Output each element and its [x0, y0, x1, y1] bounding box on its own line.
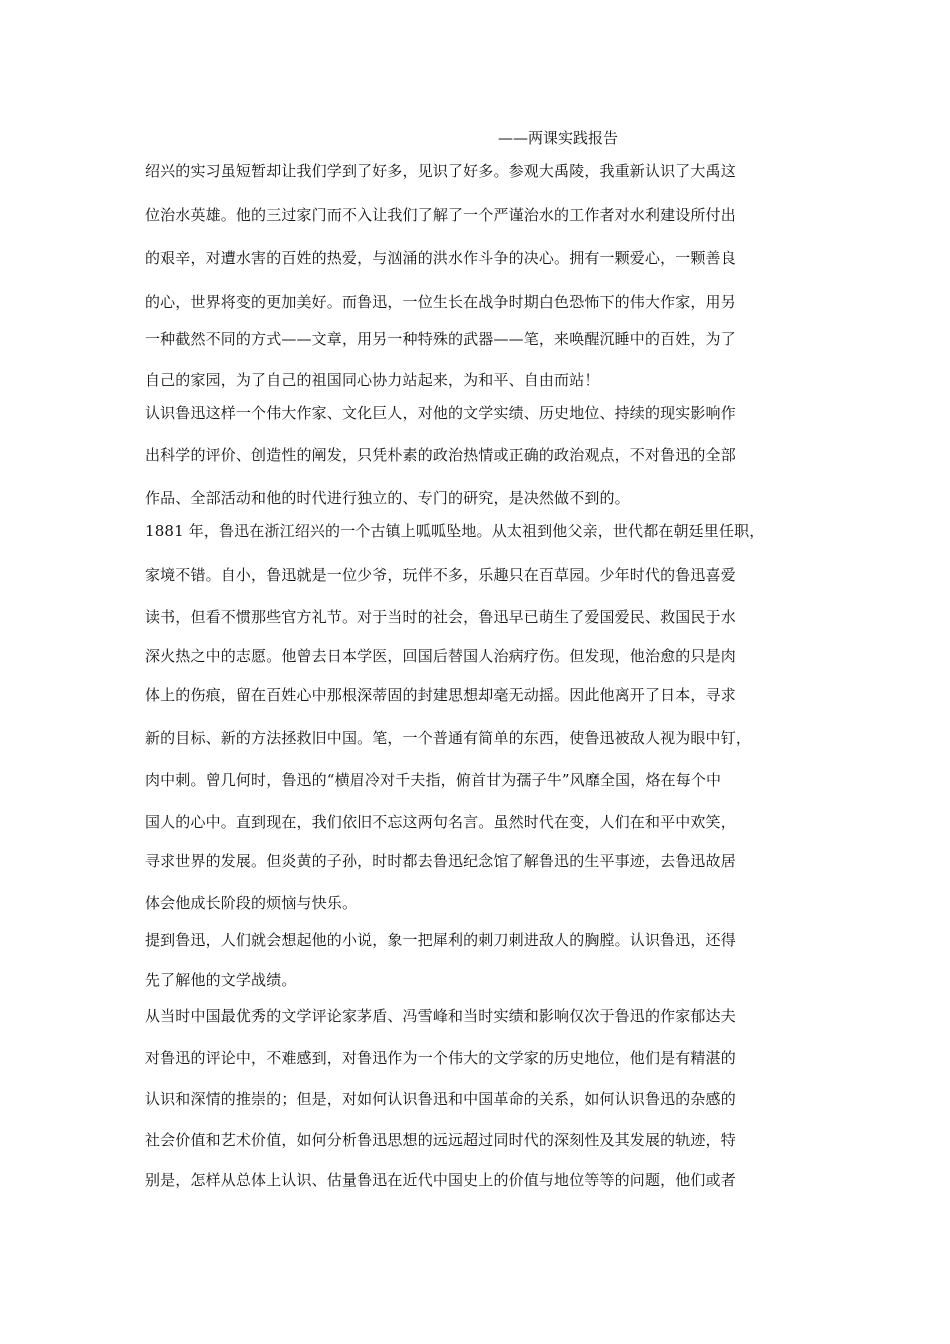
text-line: 国人的心中。直到现在，我们依旧不忘这两句名言。虽然时代在变，人们在和平中欢笑，: [145, 813, 736, 831]
text-line: 绍兴的实习虽短暂却让我们学到了好多，见识了好多。参观大禹陵，我重新认识了大禹这: [145, 162, 736, 180]
text-line: 1881 年，鲁迅在浙江绍兴的一个古镇上呱呱坠地。从太祖到他父亲，世代都在朝廷里任职，: [145, 522, 765, 540]
text-line: 新的目标、新的方法拯救旧中国。笔，一个普通有简单的东西，使鲁迅被敌人视为眼中钉，: [145, 729, 752, 747]
text-line: 出科学的评价、创造性的阐发，只凭朴素的政治热情或正确的政治观点，不对鲁迅的全部: [145, 446, 736, 464]
text-line: 认识鲁迅这样一个伟大作家、文化巨人，对他的文学实绩、历史地位、持续的现实影响作: [145, 404, 736, 422]
text-line: 自己的家园，为了自己的祖国同心协力站起来，为和平、自由而站！: [145, 371, 600, 389]
text-line: 一种截然不同的方式——文章，用另一种特殊的武器——笔，来唤醒沉睡中的百姓，为了: [145, 330, 736, 348]
text-line: 社会价值和艺术价值，如何分析鲁迅思想的远远超过同时代的深刻性及其发展的轨迹，特: [145, 1131, 736, 1149]
document-subtitle: ——两课实践报告: [498, 129, 619, 147]
text-line: 从当时中国最优秀的文学评论家茅盾、冯雪峰和当时实绩和影响仅次于鲁迅的作家郁达夫: [145, 1007, 736, 1025]
text-line: 先了解他的文学战绩。: [145, 971, 297, 989]
text-line: 寻求世界的发展。但炎黄的子孙，时时都去鲁迅纪念馆了解鲁迅的生平事迹，去鲁迅故居: [145, 852, 736, 870]
text-line: 体上的伤痕，留在百姓心中那根深蒂固的封建思想却毫无动摇。因此他离开了日本，寻求: [145, 686, 736, 704]
text-line: 深火热之中的志愿。他曾去日本学医，回国后替国人治病疗伤。但发现，他治愈的只是肉: [145, 647, 736, 665]
text-line: 的艰辛，对遭水害的百姓的热爱，与汹涌的洪水作斗争的决心。拥有一颗爱心，一颗善良: [145, 249, 736, 267]
text-line: 读书，但看不惯那些官方礼节。对于当时的社会，鲁迅早已萌生了爱国爱民、救国民于水: [145, 608, 736, 626]
text-line: 提到鲁迅，人们就会想起他的小说，象一把犀利的刺刀刺进敌人的胸膛。认识鲁迅，还得: [145, 931, 736, 949]
text-line: 作品、全部活动和他的时代进行独立的、专门的研究，是决然做不到的。: [145, 489, 630, 507]
text-line: 家境不错。自小，鲁迅就是一位少爷，玩伴不多，乐趣只在百草园。少年时代的鲁迅喜爱: [145, 566, 736, 584]
text-line: 位治水英雄。他的三过家门而不入让我们了解了一个严谨治水的工作者对水利建设所付出: [145, 206, 736, 224]
text-line: 认识和深情的推崇的；但是，对如何认识鲁迅和中国革命的关系，如何认识鲁迅的杂感的: [145, 1090, 736, 1108]
text-line: 肉中刺。曾几何时，鲁迅的“横眉冷对千夫指，俯首甘为孺子牛”风靡全国，烙在每个中: [145, 771, 722, 789]
text-line: 对鲁迅的评论中，不难感到，对鲁迅作为一个伟大的文学家的历史地位，他们是有精湛的: [145, 1049, 736, 1067]
text-line: 别是，怎样从总体上认识、估量鲁迅在近代中国史上的价值与地位等等的问题，他们或者: [145, 1171, 736, 1189]
text-line: 体会他成长阶段的烦恼与快乐。: [145, 894, 358, 912]
text-line: 的心，世界将变的更加美好。而鲁迅，一位生长在战争时期白色恐怖下的伟大作家，用另: [145, 293, 736, 311]
